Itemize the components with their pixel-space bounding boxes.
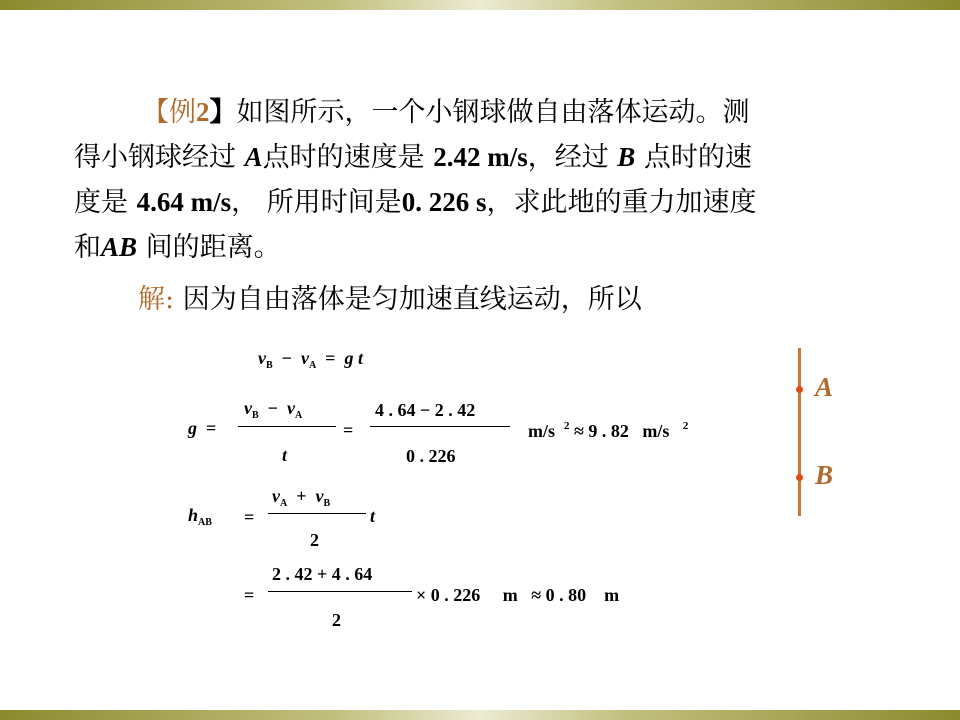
point-a-dot (796, 386, 803, 393)
eq4-value: 0 . 80 (545, 585, 587, 605)
eq4-numerator: 2 . 42 + 4 . 64 (272, 564, 373, 584)
problem-statement (74, 90, 894, 270)
eq2-equals-1: = (206, 418, 217, 438)
problem-text-1: 如图所示，一个小钢球做自由落体运动。测 (236, 97, 750, 128)
eq2-numerator-1 (244, 398, 302, 419)
eq3-t (370, 506, 375, 527)
point-a-ref: A (244, 142, 263, 172)
eq2-den-t: t (282, 445, 288, 465)
text-3b: ， 所用时间是 (231, 187, 402, 218)
point-a-label: A (815, 372, 834, 402)
eq4-approx: ≈ (531, 585, 542, 605)
eq2-fraction-bar-1 (238, 426, 336, 427)
velocity-b: 4.64 m/s (136, 187, 232, 217)
eq3-equals: = (244, 507, 255, 527)
eq4-equals: = (244, 585, 255, 605)
eq4-times: × (416, 585, 427, 605)
text-2b: 点时的速度是 (262, 142, 434, 173)
bottom-decor-bar (0, 710, 960, 720)
text-4b: 间的距离。 (137, 232, 281, 263)
eq2-sup-1: 2 (564, 420, 570, 432)
time-value: 0. 226 s (401, 187, 487, 217)
point-b-ref: B (617, 142, 636, 172)
eq2-approx: ≈ (574, 421, 584, 441)
eq4-result (416, 585, 619, 606)
eq3-num-sub-a: A (280, 498, 288, 509)
eq2-denominator-1 (282, 445, 287, 466)
point-b-label: B (815, 460, 834, 490)
problem-line-1 (74, 90, 894, 135)
eq4-denominator: 2 (332, 610, 341, 630)
eq1-va: v (300, 348, 309, 368)
eq2-num-minus: − (267, 398, 278, 418)
text-2c: ，经过 (527, 142, 618, 173)
eq2-unit-1: m/s (528, 421, 555, 441)
eq2-g (188, 418, 216, 439)
eq1-sub-b: B (266, 360, 273, 371)
eq2-numerator-2: 4 . 64 − 2 . 42 (375, 400, 476, 420)
eq2-fraction-bar-2 (370, 426, 510, 427)
segment-ab-ref: AB (101, 232, 138, 262)
eq1-minus: − (281, 348, 292, 368)
eq4-time: 0 . 226 (430, 585, 481, 605)
eq3-num-vb: v (315, 486, 324, 506)
eq2-unit-2: m/s (642, 421, 670, 441)
equation-1 (258, 348, 363, 369)
eq1-equals: = (325, 348, 336, 368)
eq1-gt: g t (344, 348, 363, 368)
eq2-num-sub-b: B (252, 410, 259, 421)
text-4a: 和 (74, 232, 101, 263)
eq2-num-va: v (286, 398, 295, 418)
solution-text: 因为自由落体是匀加速直线运动，所以 (174, 284, 642, 315)
eq3-h-symbol: h (188, 505, 199, 525)
solution-intro (138, 280, 642, 320)
eq2-num-vb: v (244, 398, 252, 418)
point-b-dot (796, 474, 803, 481)
top-decor-bar (0, 0, 960, 10)
eq2-value: 9 . 82 (588, 421, 629, 441)
solution-label: 解: (138, 284, 175, 315)
eq4-unit-1: m (502, 585, 518, 605)
eq4-fraction-bar (268, 591, 412, 592)
eq1-vb: v (258, 348, 266, 368)
tag-open: 【 (142, 97, 169, 128)
eq3-denominator: 2 (310, 530, 319, 550)
tag-text: 例 (169, 97, 196, 128)
eq2-equals-2: = (343, 420, 354, 440)
eq3-t-symbol: t (370, 506, 376, 526)
eq3-num-va: v (272, 486, 280, 506)
problem-line-2 (74, 135, 894, 180)
eq3-h (188, 505, 212, 526)
problem-line-3 (74, 180, 894, 225)
eq2-denominator-2: 0 . 226 (406, 446, 456, 466)
tag-number: 2 (196, 97, 210, 127)
eq1-sub-a: A (308, 360, 317, 371)
fall-path-line (798, 348, 801, 516)
eq3-numerator (272, 486, 330, 507)
eq2-num-sub-a: A (294, 410, 303, 421)
tag-close: 】 (209, 97, 237, 127)
text-2d: 点时的速 (635, 142, 752, 173)
eq3-sub-ab: AB (198, 517, 212, 528)
eq2-sup-2: 2 (682, 420, 689, 432)
eq2-g-symbol: g (188, 418, 197, 438)
eq3-fraction-bar (268, 513, 366, 514)
eq3-plus: + (296, 486, 307, 506)
example-tag (142, 97, 210, 128)
eq2-result (528, 421, 688, 442)
velocity-a: 2.42 m/s (433, 142, 528, 172)
text-2a: 得小钢球经过 (74, 142, 245, 173)
text-3a: 度是 (74, 187, 137, 218)
eq3-num-sub-b: B (323, 498, 331, 509)
eq4-unit-2: m (604, 585, 620, 605)
text-3c: ，求此地的重力加速度 (486, 187, 757, 218)
problem-line-4 (74, 225, 894, 270)
